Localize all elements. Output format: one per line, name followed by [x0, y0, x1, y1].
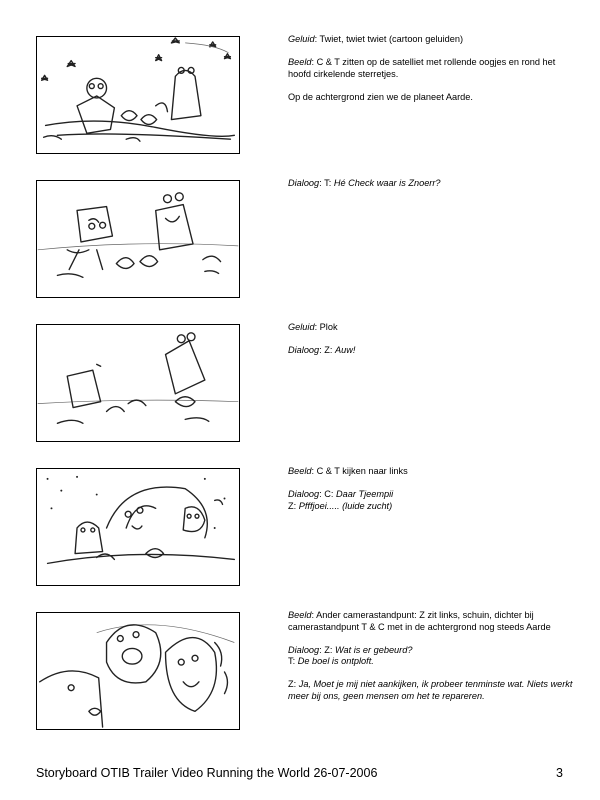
sketch-t-asks — [37, 181, 239, 297]
storyboard-panel-5 — [36, 612, 240, 730]
footer-document-title: Storyboard OTIB Trailer Video Running the World 26-07-2006 — [36, 766, 378, 780]
scene-3-paragraph-2: Dialoog: Z: Auw! — [288, 345, 356, 355]
scene-3-description — [288, 322, 578, 368]
storyboard-panel-2 — [36, 180, 240, 298]
scene-3-paragraph-1: Geluid: Plok — [288, 322, 338, 332]
scene-5-paragraph-3: Z: Ja, Moet je mij niet aankijken, ik probeer tenminste wat. Niets werkt meer bij ons, geen mensen om het te repareren. — [288, 679, 573, 701]
storyboard-panel-3 — [36, 324, 240, 442]
scene-1-paragraph-2: Beeld: C & T zitten op de satelliet met rollende oogjes en rond het hoofd cirkelende sterretjes. — [288, 57, 556, 79]
storyboard-panel-4 — [36, 468, 240, 586]
sketch-looking-left — [37, 469, 239, 585]
sketch-camera-angle — [37, 613, 239, 729]
scene-2-paragraph-1: Dialoog: T: Hé Check waar is Znoerr? — [288, 178, 441, 188]
storyboard-panel-1 — [36, 36, 240, 154]
scene-1-paragraph-3: Op de achtergrond zien we de planeet Aarde. — [288, 91, 473, 102]
sketch-plok — [37, 325, 239, 441]
scene-4-paragraph-2: Dialoog: C: Daar Tjeempii Z: Pfffjoei..... (luide zucht) — [288, 489, 394, 511]
scene-4-paragraph-1: Beeld: C & T kijken naar links — [288, 466, 408, 476]
page-number: 3 — [556, 766, 563, 780]
scene-5-paragraph-2: Dialoog: Z: Wat is er gebeurd? T: De boel is ontploft. — [288, 644, 413, 666]
scene-4-description — [288, 466, 578, 524]
scene-1-description — [288, 34, 578, 115]
sketch-satellite-stars — [37, 37, 239, 153]
scene-2-description — [288, 178, 578, 201]
scene-5-description — [288, 610, 578, 714]
scene-1-paragraph-1: Geluid: Twiet, twiet twiet (cartoon geluiden) — [288, 34, 464, 44]
scene-5-paragraph-1: Beeld: Ander camerastandpunt: Z zit links, schuin, dichter bij camerastandpunt T & C met in de achtergrond nog steeds Aarde — [288, 610, 551, 632]
